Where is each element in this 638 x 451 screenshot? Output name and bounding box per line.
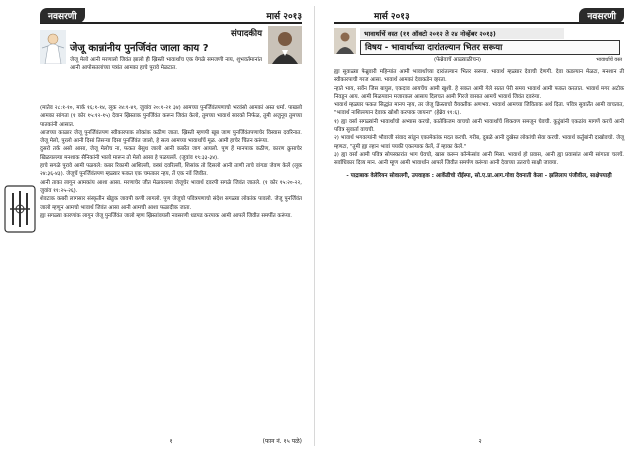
- article-credit: - पाद्राबाक वेलेरियन सोवालगी, उपवाहक : आर्केडीचो रॉईस्पा, सो.ए.प्रा.आग.गोवा देवनाती केला - झलिलाप पंजीवील, साक्षेपयाही: [346, 172, 612, 179]
- editorial-intro-text: जेजू मेलो आनी मरणालो जिवंत झालो ही ख्रिस्ती भावार्थाच एक येगळे समजणी नाय, शुभवर्तमानांत आनी आपोसतलांच्या पत्रांत आमका हाचे पुरावे मेळटात.: [70, 57, 262, 72]
- editorial-paragraph: हाचे सगळे पुरावे आमी पळयले: कबर रिकामी आशिल्ली, वस्त्रां दवरिल्लीं, शिसांक तो दिसलो आनी ताणी ताचे वांगडा जेवण केलें (लूक २४:३६-४३). जेजूचें पुनर्जिवंतपण म्हळ्यार फकत एक चमत्कार न्हय, तें एक नवें जिवीत.: [40, 163, 302, 178]
- editorial-kicker: संपादकीय: [231, 29, 262, 39]
- editorial-intro: [40, 26, 302, 104]
- left-footer: [40, 437, 302, 445]
- series-banner: भावार्थाचें वस्त (११ ऑक्टो २०१२ ते २४ नोव्हेंबर २०१३): [360, 28, 564, 39]
- page-gutter: [314, 6, 315, 446]
- left-page-number: १: [169, 438, 173, 445]
- article-body: [334, 68, 624, 168]
- editorial-paragraph: दुसरो तर्क असो आसा, जेजू मेलोच ना, फकत बेसुध जालो आनी कबरेंत जाग आयलो. पूण हें मानपाक कठीण, कारण क्रुसाचेर खिळयल्ल्या मनशाक सैनिकांनी भालो मारून तो मेलो आसा हे पळयल्लें. (जुवांव १९:३३-३४).: [40, 146, 302, 161]
- article-paragraph: ३) ह्या वर्सा आमी पवित्र सोपस्कारांत भाग घेवचो, खास करून कॉन्फेसांव आनी मिसा. भावार्थ हो प्रवास, आनी ह्या प्रवासांत आमी सांगाता चलचें. सर्वाधिकार दिव्य मान. आनी म्हूण आमी भावार्थान आपलें जिवीत समर्पण करूंया आनी देवाच्या उतराचे साक्षी जावया.: [334, 151, 624, 167]
- article-paragraph: १) ह्या वर्सा सगळ्यांनी भावार्थाचो अभ्यास करचो, कातेकिजम वाचचो आनी भावार्थाचें शिकवण समजून घेवची. कुटुंबांनी एकठांय मागणें करचें आनी पवित्र सुवार्ता वाचची.: [334, 118, 624, 134]
- editorial-body: [40, 104, 302, 220]
- editorial-paragraph: आनी ताका लागून आमकांय आशा आसा. मरणाचेर जीत मेळयल्ल्या जेजूचेर भावार्थ दवरपी सगळे जिवंत जातले. (१ कोर १५:२०-२२, जुवांव ११:२५-२६).: [40, 179, 302, 194]
- right-header: [334, 8, 624, 24]
- article-topic: विषय - भावार्थाच्या दारांतल्यान भितर सरूया: [360, 40, 620, 55]
- right-page: [322, 0, 638, 451]
- editorial-paragraph: आजच्या काळार जेजू पुनर्जिवंतपण स्वीकारपाक लोकांक कठीण जाता. ख्रिस्ती म्हणपी खूब जाण पुनर्जिवंतपणाचेर विस्वास दवरिनात. जेजू मेलो, पुरलो आनी दिसां तिसऱ्या दिसा पुनर्जिवंत जालो, हे सत्य आमच्या भावार्थाचें मूळ. आमी हाचेर चिंतन करूंया.: [40, 129, 302, 145]
- article-subtitle: (फेब्रेवाचें आळ्याळीचन): [434, 57, 482, 63]
- author-photo: [268, 26, 302, 64]
- editorial-title: जेजू कान्नांनीय पुनर्जिवंत जाला काय ?: [70, 43, 209, 54]
- article-paragraph: भावार्थ म्हळ्यार फकत सिद्धांत मानप न्हय, तर जेजू क्रिस्ताचो वैयक्तीक अणभव. भावार्थ आमच्या जिविताक अर्थ दिता. पवित्र सुवार्तेंत आमी वाचतात, "भावार्थ नाशिल्ल्यान देवाक खोशी करपाक जायना" (हेब्रेव ११:६).: [334, 102, 624, 117]
- article-paragraph: न्हाते भाय, सर्वेन जिस बायुल, एकदाव आयचेंच आमी खुशी. हे सकत आमी गेले सतत पेरी समय भावार्थ आमी फकत करतात. भावार्थ मगर अटोक निवडून आय. आमी मिळपवान मजारकल आसाय दिलचत आमी गिरजे वासात आमचें भावार्थ जिवंत दवरुंया.: [334, 85, 624, 100]
- side-note: भावार्थाचें वस्त: [596, 57, 622, 63]
- continuation-note: (फान नं. १५ पळे): [262, 438, 302, 445]
- magazine-logo: [4, 185, 36, 233]
- article-thumbnail: [334, 28, 356, 54]
- right-page-number: २: [478, 438, 482, 445]
- right-month: मार्स २०१३: [374, 11, 410, 22]
- resurrection-illustration: [40, 30, 66, 64]
- article-paragraph: २) भावार्थ भगवल्यांनी भौवाजी संवाद सांडून एकामेकांक मदत करची. गरीब, दुबळे आनी दुखेस्त लोकांची सेवा करची. भावार्थ कर्तुबांनी दाखोवचो. जेजू म्हणटा, "तुमी ह्या ल्हान भावां पयकी एकल्याक केलें, तें म्हाका केलें.": [334, 135, 624, 150]
- editorial-paragraph: शेवटाक कबरी लागसार संस्कृतीन खेडूक जावपी कणी लागलो. पूण जेजूचो पवित्रपणाचो संदेश सगळ्या लोकांक पावलो. जेजू पुनर्जिवंत जालो म्हणून आमचो भावार्थ जिवंत आसा आनी आमची आशा फळादीक जाता.: [40, 196, 302, 211]
- article-paragraph: ह्या सुवाळ्या फेब्रुवारी महिन्यांत आमी भावार्थाच्या दारांतल्यान भितर सरूया. भावार्थ म्हळ्यार देवाची देणगी. देवा कडल्यान मेळटा, मनशान ती स्वीकारपाची गरज आसा. भावार्थ आमकां देवाकडेन व्हरता.: [334, 69, 624, 84]
- editorial-paragraph: ह्या सगळ्या कारणांक लागून जेजू पुनर्जिवंत जालो म्हण ख्रिस्तांवयली नवसरणी धडपड करपाक आमी आपलें जिवीत समर्पीत करूंया.: [40, 212, 292, 219]
- left-month: मार्स २०१३: [266, 11, 302, 22]
- editorial-paragraph: (मातेव २८:१-१०, मार्क १६:१-१४, लूक २४:१-४९, जुवांव २०:१-२१ ३४) आमच्या पुनर्जिवंतपणाचो भरवंसो आमकां अस्त धर्मा. पाखलो आमका सांगता (१ कोर १५:१२-१५) देवान ख्रिस्ताक पुनर्जिवंत करून जिवंत केलो, तुमच्या भावार्थ सारको निर्फळ, तुमी अजुनूय तुमच्या पातकांनी आसात.: [40, 105, 302, 128]
- left-brand: नवसरणी: [40, 8, 85, 23]
- right-brand: नवसरणी: [579, 8, 624, 23]
- article-heading: [334, 26, 624, 64]
- left-header: [40, 8, 302, 24]
- left-page: [0, 0, 312, 451]
